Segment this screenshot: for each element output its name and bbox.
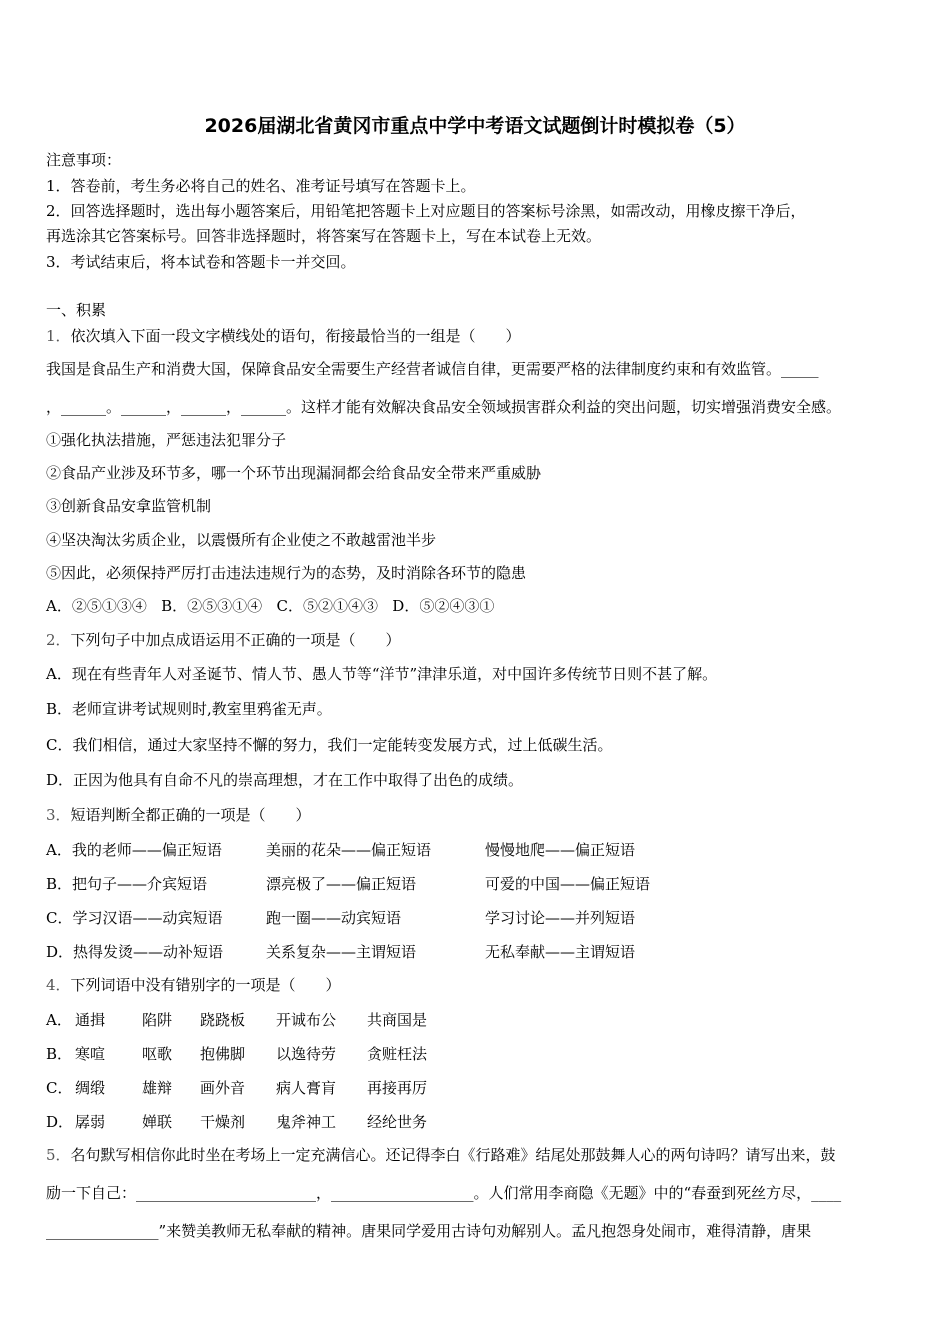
notice-item: 1．答卷前，考生务必将自己的姓名、准考证号填写在答题卡上。 bbox=[46, 177, 476, 195]
notice-item: 2．回答选择题时，选出每小题答案后，用铅笔把答题卡上对应题目的答案标号涂黑，如需改动，用橡皮擦干净后， bbox=[46, 202, 806, 220]
word-cell: 孱弱 bbox=[75, 1113, 106, 1131]
sentence-item: ④坚决淘汰劣质企业，以震慑所有企业使之不敢越雷池半步 bbox=[46, 531, 437, 549]
option-a: A．②⑤①③④ bbox=[46, 597, 147, 615]
word-cell: 雄辩 bbox=[142, 1079, 173, 1097]
sentence-item: ⑤因此，必须保持严厉打击违法违规行为的态势，及时消除各环节的隐患 bbox=[46, 564, 527, 582]
word-cell: 干燥剂 bbox=[200, 1113, 246, 1131]
question-1 bbox=[46, 326, 521, 346]
phrase-cell: C．学习汉语——动宾短语 bbox=[46, 909, 223, 927]
question-5 bbox=[46, 1145, 836, 1165]
word-cell: 跷跷板 bbox=[200, 1011, 246, 1029]
question-stem: 依次填入下面一段文字横线处的语句，衔接最恰当的一组是（ ） bbox=[70, 327, 521, 345]
option-d: D．⑤②④③① bbox=[392, 597, 495, 615]
word-cell: 婵联 bbox=[142, 1113, 173, 1131]
phrase-cell: 可爱的中国——偏正短语 bbox=[485, 875, 651, 893]
phrase-cell: 慢慢地爬——偏正短语 bbox=[485, 841, 636, 859]
word-cell: 呕歌 bbox=[142, 1045, 173, 1063]
phrase-cell: B．把句子——介宾短语 bbox=[46, 875, 208, 893]
question-number: 1． bbox=[46, 327, 71, 345]
notice-heading: 注意事项： bbox=[46, 151, 122, 169]
phrase-cell: D．热得发烫——动补短语 bbox=[46, 943, 224, 961]
question-text: _______________”来赞美教师无私奉献的精神。唐果同学爱用古诗句劝解别人。孟凡抱怨身处闹市，难得清静，唐果 bbox=[46, 1222, 812, 1240]
answer-options bbox=[46, 596, 494, 616]
word-cell: 画外音 bbox=[200, 1079, 246, 1097]
sentence-item: ①强化执法措施，严惩违法犯罪分子 bbox=[46, 431, 287, 449]
question-4 bbox=[46, 975, 341, 995]
phrase-cell: 漂亮极了——偏正短语 bbox=[266, 875, 417, 893]
option-label: C． bbox=[46, 1079, 73, 1097]
question-stem: 短语判断全都正确的一项是（ ） bbox=[70, 806, 311, 824]
phrase-cell: 美丽的花朵——偏正短语 bbox=[266, 841, 432, 859]
phrase-cell: 关系复杂——主谓短语 bbox=[266, 943, 417, 961]
word-cell: 贪赃枉法 bbox=[367, 1045, 428, 1063]
question-number: 5． bbox=[46, 1146, 71, 1164]
sentence-item: ②食品产业涉及环节多，哪一个环节出现漏洞都会给食品安全带来严重威胁 bbox=[46, 464, 542, 482]
word-cell: 抱佛脚 bbox=[200, 1045, 246, 1063]
phrase-cell: 跑一圈——动宾短语 bbox=[266, 909, 402, 927]
question-2 bbox=[46, 630, 401, 650]
option-d: D．正因为他具有自命不凡的崇高理想，才在工作中取得了出色的成绩。 bbox=[46, 771, 524, 789]
word-cell: 陷阱 bbox=[142, 1011, 173, 1029]
sentence-item: ③创新食品安拿监管机制 bbox=[46, 497, 212, 515]
option-label: B． bbox=[46, 1045, 73, 1063]
option-c: C．⑤②①④③ bbox=[276, 597, 378, 615]
phrase-cell: A．我的老师——偏正短语 bbox=[46, 841, 222, 859]
question-number: 4． bbox=[46, 976, 71, 994]
question-stem: 下列句子中加点成语运用不正确的一项是（ ） bbox=[70, 631, 401, 649]
notice-item: 3．考试结束后，将本试卷和答题卡一并交回。 bbox=[46, 253, 356, 271]
word-cell: 绸缎 bbox=[75, 1079, 106, 1097]
question-number: 2． bbox=[46, 631, 71, 649]
option-label: A． bbox=[46, 1011, 72, 1029]
word-cell: 鬼斧神工 bbox=[276, 1113, 337, 1131]
option-label: D． bbox=[46, 1113, 74, 1131]
option-a: A．现在有些青年人对圣诞节、情人节、愚人节等“洋节”津津乐道，对中国许多传统节日则不甚了解。 bbox=[46, 665, 718, 683]
question-number: 3． bbox=[46, 806, 71, 824]
option-b: B．老师宣讲考试规则时,教室里鸦雀无声。 bbox=[46, 700, 332, 718]
notice-item: 再选涂其它答案标号。回答非选择题时，将答案写在答题卡上，写在本试卷上无效。 bbox=[46, 227, 602, 245]
word-cell: 病人膏肓 bbox=[276, 1079, 337, 1097]
option-b: B．②⑤③①④ bbox=[161, 597, 263, 615]
word-cell: 开诚布公 bbox=[276, 1011, 337, 1029]
word-cell: 经纶世务 bbox=[367, 1113, 428, 1131]
question-stem: 下列词语中没有错别字的一项是（ ） bbox=[70, 976, 341, 994]
passage-line: 我国是食品生产和消费大国，保障食品安全需要生产经营者诚信自律，更需要严格的法律制度约束和有效监管。_____ bbox=[46, 360, 819, 378]
question-3 bbox=[46, 805, 311, 825]
word-cell: 通揖 bbox=[75, 1011, 106, 1029]
word-cell: 共商国是 bbox=[367, 1011, 428, 1029]
word-cell: 以逸待劳 bbox=[276, 1045, 337, 1063]
page-title: 2026届湖北省黄冈市重点中学中考语文试题倒计时模拟卷（5） bbox=[204, 115, 746, 137]
question-text: 励一下自己：________________________，___________________。人们常用李商隐《无题》中的“春蚕到死丝方尽，____ bbox=[46, 1184, 842, 1202]
question-text: 名句默写相信你此时坐在考场上一定充满信心。还记得李白《行路难》结尾处那鼓舞人心的两句诗吗？请写出来，鼓 bbox=[70, 1146, 836, 1164]
phrase-cell: 学习讨论——并列短语 bbox=[485, 909, 636, 927]
section-heading: 一、积累 bbox=[46, 301, 107, 319]
option-c: C．我们相信，通过大家坚持不懈的努力，我们一定能转变发展方式，过上低碳生活。 bbox=[46, 736, 613, 754]
passage-line: ，______。______，______，______。这样才能有效解决食品安全领域损害群众利益的突出问题，切实增强消费安全感。 bbox=[46, 398, 842, 416]
word-cell: 寒喧 bbox=[75, 1045, 106, 1063]
word-cell: 再接再厉 bbox=[367, 1079, 428, 1097]
phrase-cell: 无私奉献——主谓短语 bbox=[485, 943, 636, 961]
